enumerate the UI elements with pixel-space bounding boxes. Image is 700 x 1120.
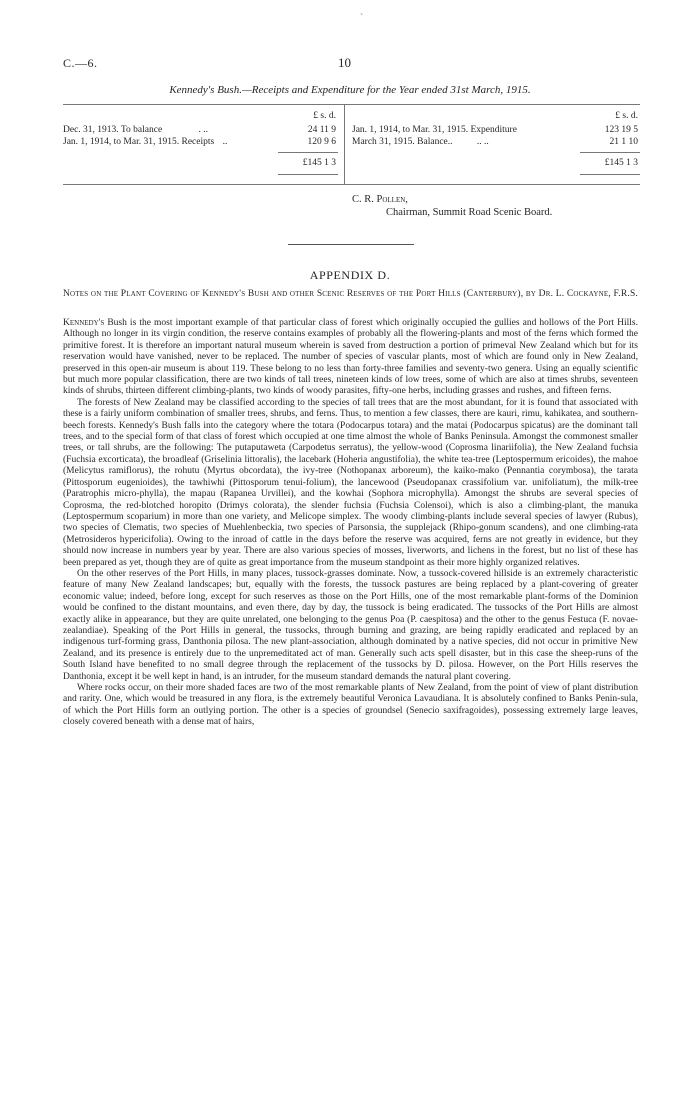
- receipt-row: [63, 136, 227, 148]
- payments-total: £145 1 3: [604, 158, 638, 168]
- payment-amount: 21 1 10: [609, 137, 638, 147]
- account-title: Kennedy's Bush.—Receipts and Expenditure for the Year ended 31st March, 1915.: [169, 84, 531, 96]
- section-divider: [288, 244, 414, 245]
- payments-sum-rule: [580, 152, 640, 153]
- receipts-total: £145 1 3: [302, 158, 336, 168]
- receipt-amount: 120 9 6: [307, 137, 336, 147]
- receipts-total-rule: [278, 174, 338, 175]
- payment-desc: Balance..: [417, 137, 453, 147]
- payment-date: Jan. 1, 1914, to Mar. 31, 1915.: [352, 125, 469, 135]
- body-paragraph: [63, 318, 638, 398]
- body-paragraph: [63, 569, 638, 683]
- paragraph-text: The forests of New Zealand may be classified according to the species of tall trees that are the most abundant, for it is found that associated with these is a fairly uniform combination of smaller trees, shrubs, and ferns. Thus, to mention a few classes, there are kauri, rimu, kahikatea, and southern-beech forests. Kennedy's Bush falls into the category where the totara (Podocarpus totara) and the matai (Podocarpus spicatus) are the dominant tall trees, and to the special form of that class of forest which occupied at one time almost the whole of Banks Peninsula. Amongst the commonest smaller trees, or tall shrubs, are the following: The putaputaweta (Carpodetus serratus), the yellow-wood (Coprosma linariifolia), the New Zealand fuchsia (Fuchsia excorticata), the broadleaf (Griselinia littoralis), the lacebark (Hoheria angustifolia), the white tea-tree (Leptospermum ericoides), the mahoe (Melicytus ramiflorus), the rohutu (Myrtus obcordata), the ivy-tree (Nothopanax arboreum), the kaiko-mako (Pennantia corymbosa), the tarata (Pittosporum eugenioides), the tawhiwhi (Pittosporum tenui-folium), the lancewood (Pseudopanax crassifolium var. unifoliatum), the milk-tree (Paratrophis micro-phylla), the mapau (Rapanea Urvillei), and the kowhai (Sophora microphylla). Amongst the shrubs are several species of Coprosma, the red-blotched horopito (Drimys colorata), the slender fuchsia (Fuchsia Colensoi), which is also a climbing-plant, the manuka (Leptospermum scoparium) in more than one variety, and Melicope simplex. The woody climbing-plants include several species of lawyer (Rubus), two species of Clematis, two species of Muehlenbeckia, two species of Parsonsia, the supplejack (Rhipo-gonum scandens), and one climbing-rata (Metrosideros hypericifolia). Owing to the inroad of cattle in the days before the reserve was acquired, ferns are not greatly in evidence, but they should now increase in numbers year by year. There are also various species of mosses, liverworts, and lichens in the forest, but no list of these has been prepared as yet, though they are of quite as great importance from the museum standpoint as their more highly organized relatives.: [63, 397, 638, 568]
- appendix-subheading: Notes on the Plant Covering of Kennedy's Bush and other Scenic Reserves of the Port Hills (Canterbury), by Dr. L. Cockayne, F.R.S.: [63, 289, 639, 299]
- signatory-title: Chairman, Summit Road Scenic Board.: [386, 207, 553, 218]
- receipt-date: Jan. 1, 1914, to Mar. 31, 1915.: [63, 137, 180, 147]
- payment-row: [352, 124, 517, 136]
- receipt-desc: To balance: [120, 125, 163, 135]
- table-bottom-rule: [63, 184, 640, 185]
- paragraph-lead: Kennedy's: [63, 318, 105, 328]
- table-center-rule: [344, 104, 345, 184]
- appendix-heading: APPENDIX D.: [309, 268, 391, 282]
- receipt-leader: . ..: [198, 125, 209, 135]
- paragraph-text: Where rocks occur, on their more shaded faces are two of the most remarkable plants of New Zealand, from the point of view of plant distribution and rarity. One, which would be treasured in any flora, is the extremely beautiful Veronica Lavaudiana. It is absolutely confined to Banks Penin-sula, of which the Port Hills form an outlying portion. The other is a species of groundsel (Senecio saxifragoides), possessing extremely large leaves, closely covered beneath with a dense mat of hairs,: [63, 683, 638, 728]
- receipt-amount: 24 11 9: [307, 125, 336, 135]
- receipts-sum-rule: [278, 152, 338, 153]
- receipt-date: Dec. 31, 1913.: [63, 125, 119, 135]
- receipts-currency-header: £ s. d.: [313, 111, 336, 121]
- payment-row: [352, 136, 489, 148]
- table-top-rule: [63, 104, 640, 105]
- scan-mark: ˴: [360, 8, 364, 19]
- document-reference: C.—6.: [63, 56, 98, 70]
- payments-total-rule: [580, 174, 640, 175]
- signatory-name: C. R. Pollen,: [352, 194, 408, 205]
- paragraph-text: On the other reserves of the Port Hills, in many places, tussock-grasses dominate. Now, a tussock-covered hillside is an extremely characteristic feature of many New Zealand landscapes; but, equally with the forests, the tussock pastures are being replaced by a plant-covering of greater economic value; indeed, before long, except for such reserves as those on the Port Hills, one of the most remarkable plant-forms of the Dominion would be confined to the distant mountains, and even there, day by day, the tussock is being eradicated. The tussocks of the Port Hills are almost exactly alike in appearance, but they are quite unrelated, one belonging to the genus Poa (P. caespitosa) and the other to the genus Festuca (F. novae-zealandiae). Speaking of the Port Hills in general, the tussocks, through burning and grazing, are being rapidly eradicated and replaced by an indigenous turf-forming grass, Danthonia pilosa. The new plant-association, although dominated by a native species, did not occur in primitive New Zealand, and its presence is entirely due to the unpremeditated act of man. Generally such acts spell disaster, but in this case the sheep-runs of the South Island have benefited to no small degree through the replacement of the tussocks by D. pilosa. However, on the Port Hills reserves the Danthonia, except it be well kept in hand, is an intruder, for the museum standard demands the natural plant covering.: [63, 568, 638, 682]
- payment-amount: 123 19 5: [604, 125, 638, 135]
- payment-leader: .. ..: [476, 137, 489, 147]
- page-number: 10: [338, 55, 351, 70]
- payments-currency-header: £ s. d.: [615, 111, 638, 121]
- receipt-leader: ..: [222, 137, 228, 147]
- payment-desc: Expenditure: [470, 125, 517, 135]
- appendix-body: [63, 318, 638, 729]
- paragraph-text: Bush is the most important example of that particular class of forest which originally occupied the gullies and hollows of the Port Hills. Although no longer in its virgin condition, the reserve contains examples of probably all the flowering-plants and most of the ferns which formed the primitive forest. It is therefore an important natural museum wherein is saved from destruction a portion of primeval New Zealand which but for its reservation would have vanished, never to be replaced. The number of species of vascular plants, most of which are found only in New Zealand, preserved in this open-air museum is about 119. These belong to no less than forty-three families and seventy-two genera. Using an equally scientific but much more popular classification, there are two kinds of tall trees, nineteen kinds of low trees, some of which are also at times shrubs, seventeen kinds of shrubs, thirteen different climbing-plants, two kinds of woody parasites, fifty-one herbs, including grasses and rushes, and fifteen ferns.: [63, 318, 638, 397]
- body-paragraph: [63, 398, 638, 569]
- payment-date: March 31, 1915.: [352, 137, 415, 147]
- body-paragraph: [63, 683, 638, 729]
- receipt-desc: Receipts: [181, 137, 215, 147]
- receipt-row: [63, 124, 208, 136]
